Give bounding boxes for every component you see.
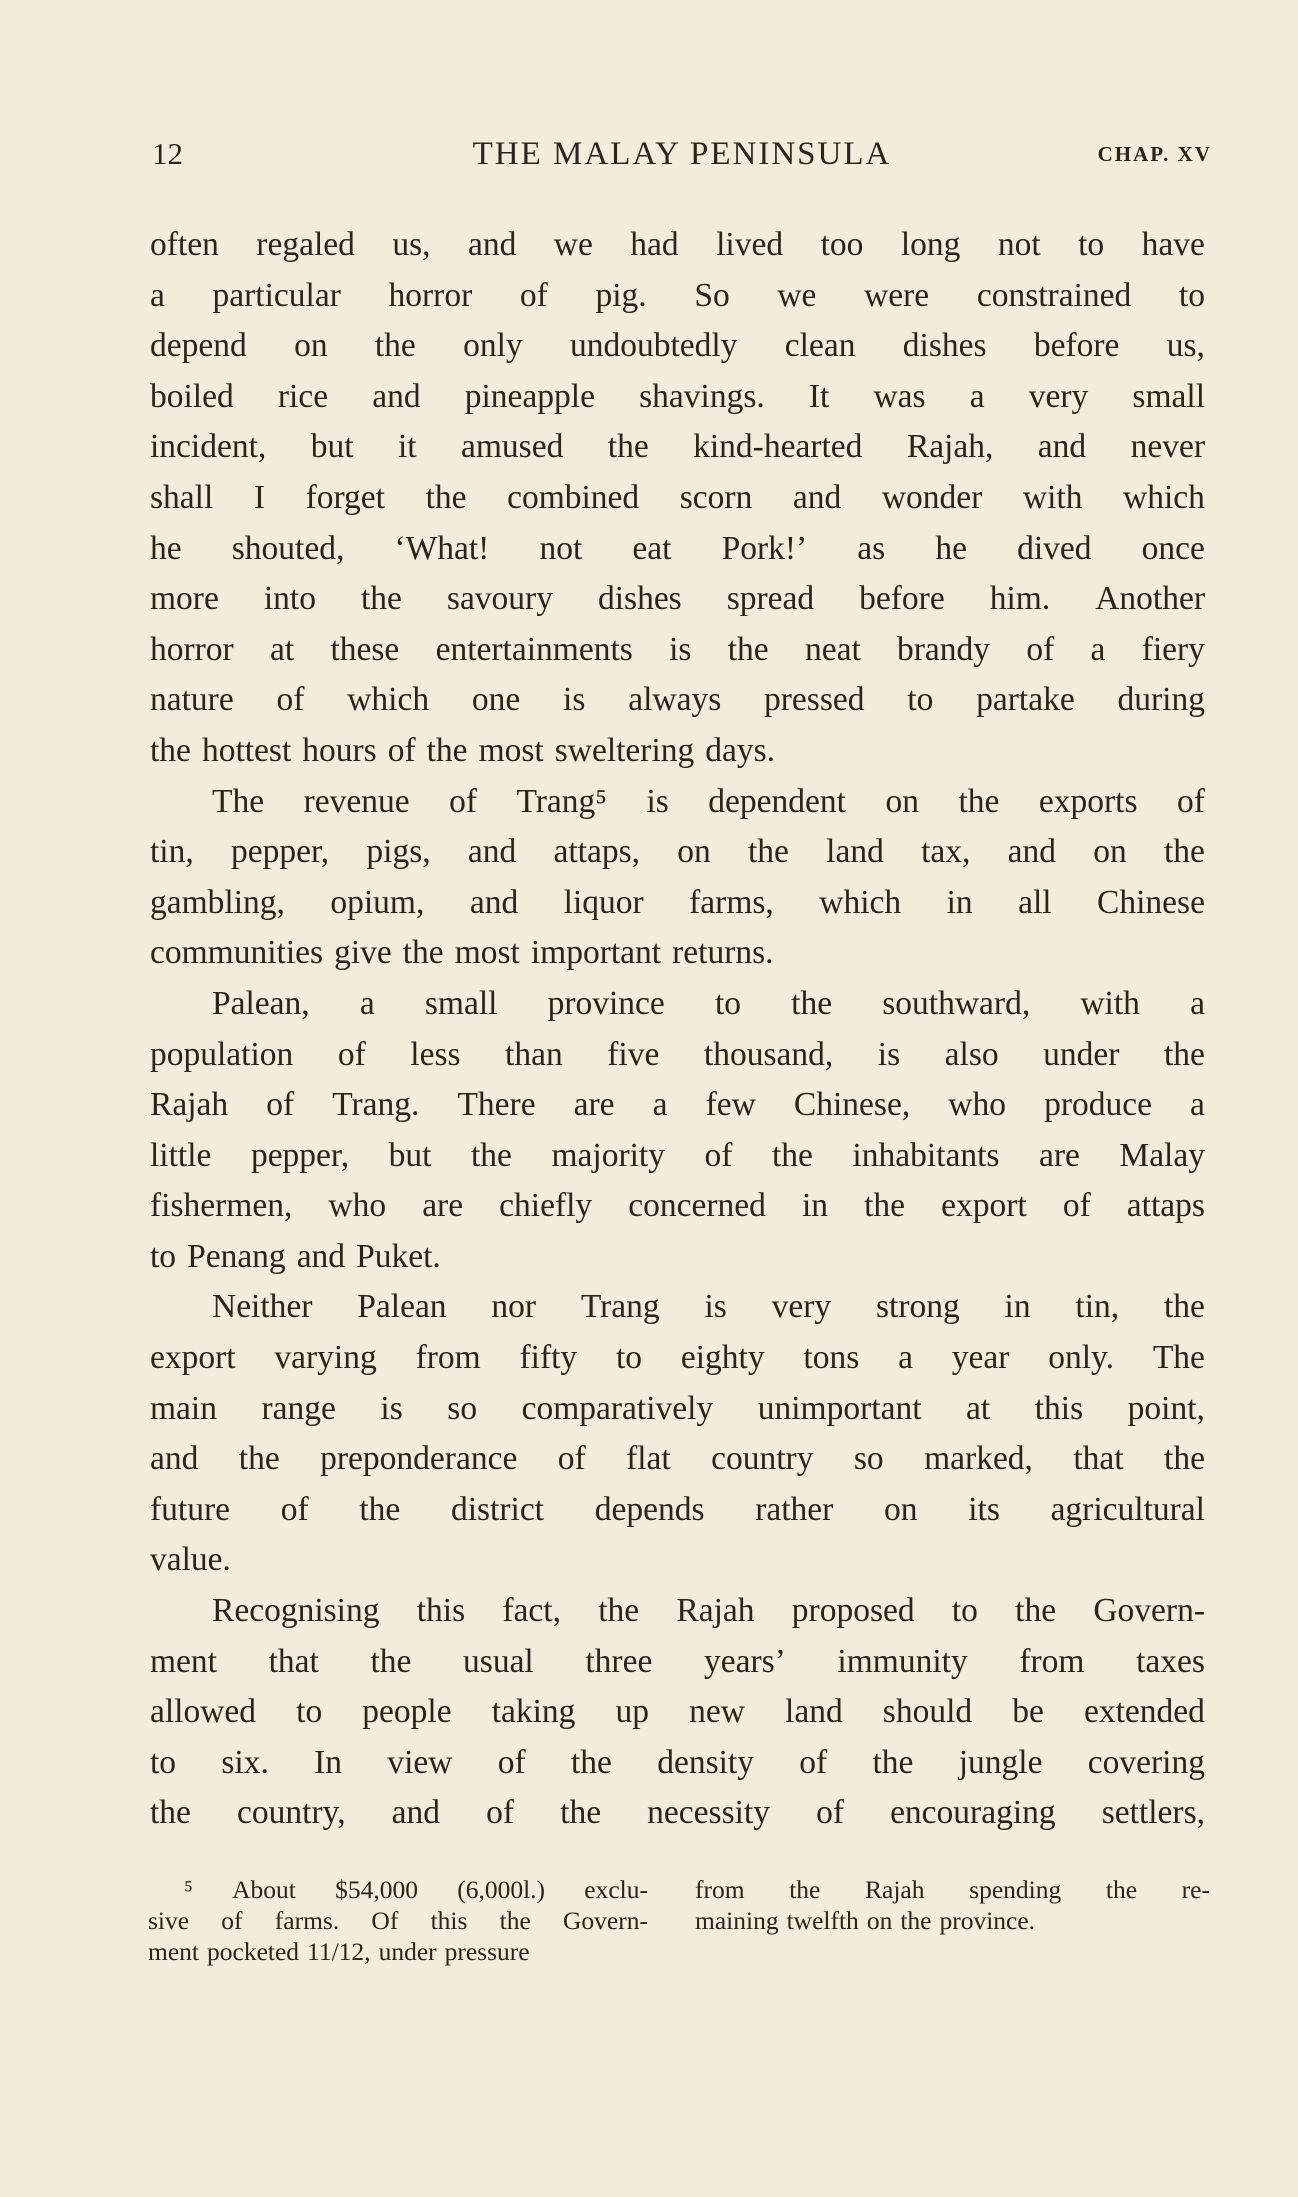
body-text-line: population of less than five thousand, is also under the — [150, 1035, 1205, 1073]
footnote-line: ⁵ About $54,000 (6,000l.) exclu- — [184, 1875, 648, 1904]
body-text-line: Recognising this fact, the Rajah proposed to the Govern- — [212, 1592, 1205, 1630]
body-text-line: Palean, a small province to the southward, with a — [212, 984, 1205, 1022]
body-text-line: horror at these entertainments is the neat brandy of a fiery — [150, 630, 1205, 668]
body-text-line: he shouted, ‘What! not eat Pork!’ as he dived once — [150, 529, 1205, 567]
body-text-line: gambling, opium, and liquor farms, which in all Chinese — [150, 883, 1205, 921]
body-text-line: communities give the most important returns. — [150, 934, 774, 972]
body-text-line: tin, pepper, pigs, and attaps, on the land tax, and on the — [150, 833, 1205, 871]
body-text-line: to six. In view of the density of the jungle covering — [150, 1743, 1205, 1781]
body-text-line: ment that the usual three years’ immunity from taxes — [150, 1642, 1205, 1680]
running-head — [152, 136, 1212, 180]
body-text-line: value. — [150, 1541, 231, 1579]
body-text-line: future of the district depends rather on its agricultural — [150, 1490, 1205, 1528]
footnote-line: from the Rajah spending the re- — [695, 1875, 1210, 1904]
body-text-line: depend on the only undoubtedly clean dishes before us, — [150, 327, 1205, 365]
footnote-line: maining twelfth on the province. — [695, 1906, 1036, 1935]
footnote-line: sive of farms. Of this the Govern- — [148, 1906, 648, 1935]
body-text-line: the hottest hours of the most sweltering days. — [150, 731, 776, 769]
body-text-line: main range is so comparatively unimportant at this point, — [150, 1389, 1205, 1427]
footnote-right-column — [695, 1874, 1210, 1967]
body-text-line: incident, but it amused the kind-hearted Rajah, and never — [150, 428, 1205, 466]
body-text-line: Rajah of Trang. There are a few Chinese, who produce a — [150, 1086, 1205, 1124]
body-text-line: export varying from fifty to eighty tons a year only. The — [150, 1339, 1205, 1377]
body-text-line: often regaled us, and we had lived too long not to have — [150, 226, 1205, 263]
footnote-left-column — [148, 1874, 648, 1967]
body-text-line: little pepper, but the majority of the inhabitants are Malay — [150, 1136, 1205, 1174]
body-text-line: the country, and of the necessity of encouraging settlers, — [150, 1794, 1205, 1832]
body-text-line: more into the savoury dishes spread before him. Another — [150, 580, 1205, 618]
body-text-line: a particular horror of pig. So we were constrained to — [150, 276, 1205, 314]
chapter-label: CHAP. XV — [1097, 142, 1212, 166]
body-text-line: to Penang and Puket. — [150, 1237, 441, 1275]
body-text — [150, 220, 1205, 1839]
footnote-line: ment pocketed 11/12, under pressure — [148, 1937, 530, 1966]
body-text-line: nature of which one is always pressed to partake during — [150, 681, 1205, 719]
running-title: THE MALAY PENINSULA — [472, 136, 892, 172]
footnotes — [148, 1874, 1210, 1967]
body-text-line: shall I forget the combined scorn and wonder with which — [150, 478, 1205, 516]
body-text-line: and the preponderance of flat country so marked, that the — [150, 1440, 1205, 1478]
body-text-line: allowed to people taking up new land should be extended — [150, 1693, 1205, 1731]
body-text-line: boiled rice and pineapple shavings. It was a very small — [150, 377, 1205, 415]
body-text-line: fishermen, who are chiefly concerned in the export of attaps — [150, 1187, 1205, 1225]
body-text-line: The revenue of Trang⁵ is dependent on the exports of — [212, 782, 1205, 820]
body-text-line: Neither Palean nor Trang is very strong in tin, the — [212, 1288, 1205, 1326]
page-number: 12 — [152, 136, 183, 171]
